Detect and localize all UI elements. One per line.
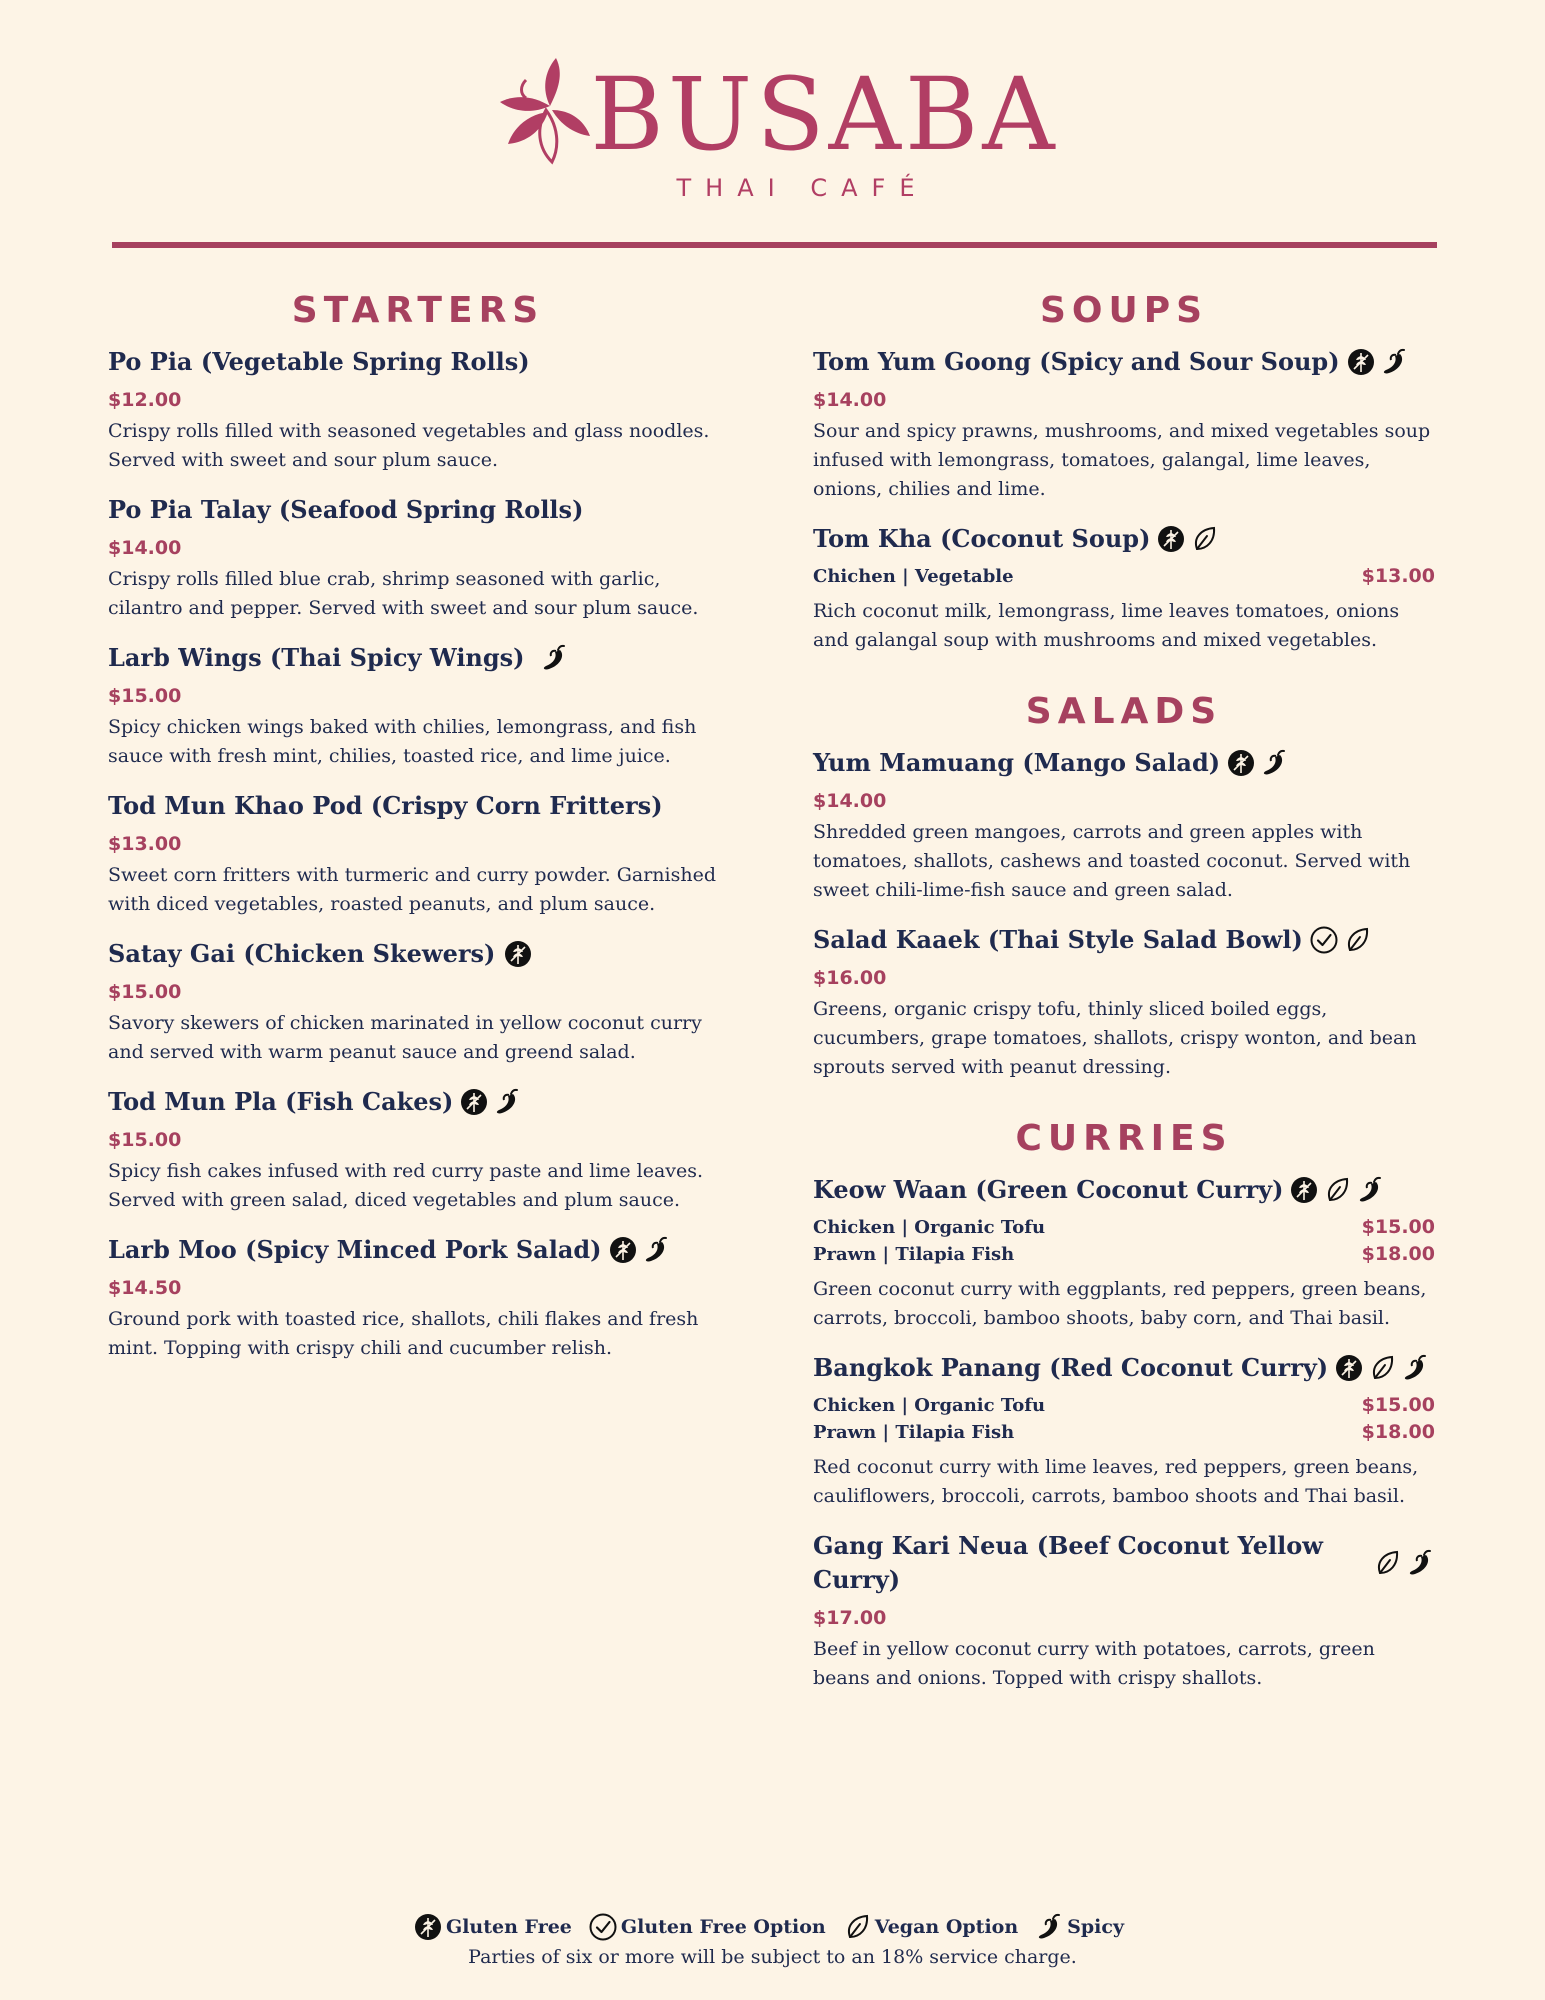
- menu-item: [813, 1351, 1435, 1511]
- item-price: $14.50: [108, 1277, 182, 1299]
- gluten-free-icon: [1289, 1175, 1319, 1205]
- item-name: Larb Wings (Thai Spicy Wings): [108, 643, 525, 672]
- menu-item: [813, 522, 1435, 655]
- gluten-free-icon: [413, 1912, 443, 1942]
- gluten-free-icon: [608, 1235, 638, 1265]
- lotus-logo-icon: [486, 50, 596, 168]
- item-name: Keow Waan (Green Coconut Curry): [813, 1175, 1284, 1204]
- header: [0, 50, 1545, 202]
- item-description: Rich coconut milk, lemongrass, lime leaves tomatoes, onions and galangal soup with mushrooms and mixed vegetables.: [813, 600, 1400, 651]
- legend: [0, 1912, 1545, 1968]
- item-price: $15.00: [1361, 1216, 1435, 1238]
- item-price: $17.00: [813, 1607, 887, 1629]
- menu-item: [108, 789, 728, 919]
- menu-item: [108, 1085, 728, 1215]
- item-price: $18.00: [1361, 1243, 1435, 1265]
- gluten-free-icon: [1156, 524, 1186, 554]
- item-description: Red coconut curry with lime leaves, red peppers, green beans, cauliflowers, broccoli, carrots, bamboo shoots and Thai basil.: [813, 1456, 1419, 1507]
- item-price: $14.00: [108, 537, 182, 559]
- gluten-free-icon: [1226, 748, 1256, 778]
- item-description: Crispy rolls filled with seasoned vegetables and glass noodles. Served with sweet and sour plum sauce.: [108, 420, 710, 471]
- item-description: Savory skewers of chicken marinated in yellow coconut curry and served with warm peanut sauce and greend salad.: [108, 1012, 702, 1063]
- gluten-free-icon: [1346, 347, 1376, 377]
- gluten-free-icon: [503, 939, 533, 969]
- item-description: Beef in yellow coconut curry with potatoes, carrots, green beans and onions. Topped with crispy shallots.: [813, 1638, 1375, 1689]
- brand-name: BUSABA: [590, 56, 1059, 173]
- menu-item: [813, 1529, 1435, 1693]
- gluten-free-option-icon: [588, 1912, 618, 1942]
- gluten-free-option-icon: [1309, 925, 1339, 955]
- gluten-free-icon: [1334, 1353, 1364, 1383]
- variant-row: [813, 1215, 1435, 1240]
- legend-label-gluten-free: Gluten Free: [445, 1916, 572, 1938]
- item-description: Crispy rolls filled blue crab, shrimp seasoned with garlic, cilantro and pepper. Served with sweet and sour plum sauce.: [108, 568, 699, 619]
- item-price: $15.00: [108, 981, 182, 1003]
- legend-label-vegan-option: Vegan Option: [874, 1916, 1019, 1938]
- item-description: Sour and spicy prawns, mushrooms, and mixed vegetables soup infused with lemongrass, tomatoes, galangal, lime leaves, onions, chilies and lime.: [813, 420, 1431, 500]
- vegan-option-icon: [1189, 524, 1219, 554]
- item-price: $15.00: [1361, 1394, 1435, 1416]
- item-description: Sweet corn fritters with turmeric and curry powder. Garnished with diced vegetables, roasted peanuts, and plum sauce.: [108, 864, 716, 915]
- variant-row: [813, 1393, 1435, 1418]
- item-name: Tod Mun Khao Pod (Crispy Corn Fritters): [108, 791, 663, 820]
- item-price: $14.00: [813, 790, 887, 812]
- item-description: Greens, organic crispy tofu, thinly sliced boiled eggs, cucumbers, grape tomatoes, shallots, crispy wonton, and bean sprouts served with peanut dressing.: [813, 998, 1417, 1078]
- menu-item: [108, 1233, 728, 1363]
- item-name: Bangkok Panang (Red Coconut Curry): [813, 1353, 1329, 1382]
- section-title-curries: CURRIES: [1015, 1118, 1233, 1159]
- left-column: [108, 290, 728, 1381]
- service-charge-note: Parties of six or more will be subject to an 18% service charge.: [468, 1946, 1077, 1968]
- vegan-option-icon: [1322, 1175, 1352, 1205]
- right-column: [813, 290, 1435, 1711]
- legend-label-spicy: Spicy: [1067, 1916, 1124, 1938]
- item-variant: Prawn | Tilapia Fish: [813, 1244, 1015, 1265]
- item-name: Po Pia (Vegetable Spring Rolls): [108, 347, 530, 376]
- menu-item: [108, 345, 728, 475]
- spicy-icon: [1355, 1175, 1385, 1205]
- menu-item: [813, 923, 1435, 1082]
- menu-item: [813, 345, 1435, 504]
- item-name: Salad Kaaek (Thai Style Salad Bowl): [813, 925, 1303, 954]
- item-price: $15.00: [108, 685, 182, 707]
- item-price: $16.00: [813, 967, 887, 989]
- item-name: Satay Gai (Chicken Skewers): [108, 939, 496, 968]
- menu-item: [108, 641, 728, 771]
- brand-subtitle: THAI CAFÉ: [676, 174, 929, 202]
- menu-item: [108, 937, 728, 1067]
- section-title-soups: SOUPS: [1039, 290, 1209, 331]
- spicy-icon: [539, 643, 569, 673]
- spicy-icon: [1405, 1548, 1435, 1578]
- item-name: Po Pia Talay (Seafood Spring Rolls): [108, 495, 584, 524]
- spicy-icon: [641, 1235, 671, 1265]
- header-divider: [112, 242, 1437, 248]
- item-price: $13.00: [108, 833, 182, 855]
- item-name: Tom Yum Goong (Spicy and Sour Soup): [813, 347, 1340, 376]
- vegan-option-icon: [1367, 1353, 1397, 1383]
- menu-item: [813, 746, 1435, 905]
- item-name: Yum Mamuang (Mango Salad): [813, 748, 1221, 777]
- item-variant: Chichen | Vegetable: [813, 566, 1014, 587]
- item-name: Larb Moo (Spicy Minced Pork Salad): [108, 1235, 602, 1264]
- spicy-icon: [1379, 347, 1409, 377]
- menu-item: [108, 493, 728, 623]
- spicy-icon: [1034, 1912, 1064, 1942]
- item-description: Green coconut curry with eggplants, red peppers, green beans, carrots, broccoli, bamboo shoots, baby corn, and Thai basil.: [813, 1278, 1427, 1329]
- item-name: Tod Mun Pla (Fish Cakes): [108, 1087, 454, 1116]
- legend-label-gluten-free-option: Gluten Free Option: [620, 1916, 826, 1938]
- variant-row: [813, 564, 1435, 589]
- section-title-starters: STARTERS: [291, 290, 545, 331]
- section-title-salads: SALADS: [1025, 691, 1223, 732]
- spicy-icon: [1259, 748, 1289, 778]
- item-description: Shredded green mangoes, carrots and green apples with tomatoes, shallots, cashews and toasted coconut. Served with sweet chili-lime-fish sauce and green salad.: [813, 821, 1411, 901]
- item-variant: Prawn | Tilapia Fish: [813, 1422, 1015, 1443]
- item-description: Spicy chicken wings baked with chilies, lemongrass, and fish sauce with fresh mint, chilies, toasted rice, and lime juice.: [108, 716, 697, 767]
- item-price: $12.00: [108, 389, 182, 411]
- item-price: $14.00: [813, 389, 887, 411]
- vegan-option-icon: [842, 1912, 872, 1942]
- spicy-icon: [492, 1087, 522, 1117]
- item-name: Tom Kha (Coconut Soup): [813, 524, 1151, 553]
- item-description: Spicy fish cakes infused with red curry paste and lime leaves. Served with green salad, diced vegetables and plum sauce.: [108, 1160, 704, 1211]
- item-variant: Chicken | Organic Tofu: [813, 1395, 1046, 1416]
- menu-item: [813, 1173, 1435, 1333]
- variant-row: [813, 1420, 1435, 1445]
- logo: [0, 50, 1545, 173]
- item-name: Gang Kari Neua (Beef Coconut Yellow Curry): [813, 1531, 1323, 1594]
- item-variant: Chicken | Organic Tofu: [813, 1217, 1046, 1238]
- vegan-option-icon: [1372, 1548, 1402, 1578]
- spicy-icon: [1400, 1353, 1430, 1383]
- gluten-free-icon: [459, 1087, 489, 1117]
- item-price: $18.00: [1361, 1421, 1435, 1443]
- vegan-option-icon: [1342, 925, 1372, 955]
- item-description: Ground pork with toasted rice, shallots, chili flakes and fresh mint. Topping with crispy chili and cucumber relish.: [108, 1308, 699, 1359]
- item-price: $13.00: [1361, 565, 1435, 587]
- variant-row: [813, 1242, 1435, 1267]
- item-price: $15.00: [108, 1129, 182, 1151]
